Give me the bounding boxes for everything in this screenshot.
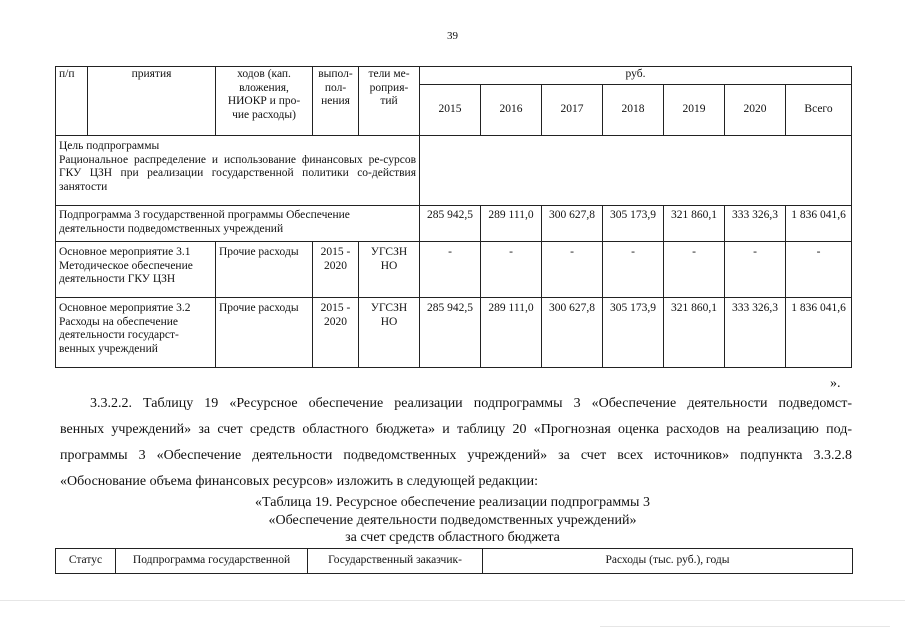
value-cell: -	[542, 242, 603, 298]
header-expense-type: ходов (кап. вложения, НИОКР и про- чие расходы)	[216, 67, 313, 136]
value-cell: 333 326,3	[725, 206, 786, 242]
value-cell: 300 627,8	[542, 298, 603, 368]
value-cell: 285 942,5	[420, 298, 481, 368]
table19-caption-line: «Таблица 19. Ресурсное обеспечение реализации подпрограммы 3	[255, 495, 650, 510]
header-year: 2015	[420, 85, 481, 136]
value-cell-total: 1 836 041,6	[786, 206, 852, 242]
paragraph-line: программы 3 «Обеспечение деятельности подведомственных учреждений» за счет всех источников» подпункта 3.3.2.8	[60, 448, 852, 463]
value-cell: 321 860,1	[664, 206, 725, 242]
header-year: 2020	[725, 85, 786, 136]
value-cell: -	[664, 242, 725, 298]
row-executor: УГСЗН НО	[359, 242, 420, 298]
header-year: 2016	[481, 85, 542, 136]
row-period: 2015 - 2020	[313, 298, 359, 368]
value-cell: 289 111,0	[481, 298, 542, 368]
row-name: Основное мероприятие 3.2 Расходы на обеспечение деятельности государст-венных учреждений	[56, 298, 216, 368]
scan-artifact-line	[600, 626, 890, 627]
t19-header-status: Статус	[56, 549, 116, 574]
t19-header-subprogram: Подпрограмма государственной	[116, 549, 308, 574]
value-cell: 285 942,5	[420, 206, 481, 242]
value-cell: -	[725, 242, 786, 298]
header-currency: руб.	[420, 67, 852, 85]
value-cell: 333 326,3	[725, 298, 786, 368]
value-cell: 300 627,8	[542, 206, 603, 242]
value-cell-total: -	[786, 242, 852, 298]
amendment-paragraph	[60, 391, 852, 495]
row-expense-type: Прочие расходы	[216, 242, 313, 298]
scan-artifact-line	[0, 600, 905, 601]
header-year: 2019	[664, 85, 725, 136]
header-period: выпол- пол- нения	[313, 67, 359, 136]
goal-text: Рациональное распределение и использование финансовых ре-сурсов ГКУ ЦЗН при реализации государственной политики со-действия занятости	[59, 153, 416, 193]
header-pp: п/п	[56, 67, 88, 136]
table-row	[56, 242, 852, 298]
goal-title: Цель подпрограммы	[59, 140, 160, 152]
subprogram-label: Подпрограмма 3 государственной программы Обеспечение деятельности подведомственных учреждений	[56, 206, 420, 242]
closing-quote: ».	[830, 376, 841, 391]
value-cell-total: 1 836 041,6	[786, 298, 852, 368]
table19-header	[55, 548, 853, 574]
value-cell: 305 173,9	[603, 298, 664, 368]
header-executors: тели ме- роприя- тий	[359, 67, 420, 136]
header-total: Всего	[786, 85, 852, 136]
value-cell: -	[603, 242, 664, 298]
header-events: приятия	[88, 67, 216, 136]
table-row	[56, 298, 852, 368]
program-table	[55, 66, 852, 368]
row-expense-type: Прочие расходы	[216, 298, 313, 368]
paragraph-line: «Обоснование объема финансовых ресурсов» изложить в следующей редакции:	[60, 474, 539, 489]
row-executor: УГСЗН НО	[359, 298, 420, 368]
value-cell: 289 111,0	[481, 206, 542, 242]
value-cell: -	[481, 242, 542, 298]
goal-cell	[56, 136, 420, 206]
row-period: 2015 - 2020	[313, 242, 359, 298]
value-cell: 321 860,1	[664, 298, 725, 368]
t19-header-customer: Государственный заказчик-	[308, 549, 483, 574]
paragraph-line: 3.3.2.2. Таблицу 19 «Ресурсное обеспечение реализации подпрограммы 3 «Обеспечение деятельности подведомст-	[90, 396, 852, 411]
row-name: Основное мероприятие 3.1 Методическое обеспечение деятельности ГКУ ЦЗН	[56, 242, 216, 298]
page-number: 39	[447, 30, 458, 42]
value-cell: -	[420, 242, 481, 298]
table19-caption-line: за счет средств областного бюджета	[345, 530, 560, 545]
table19-caption-line: «Обеспечение деятельности подведомственных учреждений»	[268, 513, 637, 528]
header-year: 2017	[542, 85, 603, 136]
t19-header-expenses: Расходы (тыс. руб.), годы	[483, 549, 853, 574]
goal-empty-cell	[420, 136, 852, 206]
value-cell: 305 173,9	[603, 206, 664, 242]
header-year: 2018	[603, 85, 664, 136]
paragraph-line: венных учреждений» за счет средств областного бюджета» и таблицу 20 «Прогнозная оценка расходов на реализацию под-	[60, 422, 852, 437]
